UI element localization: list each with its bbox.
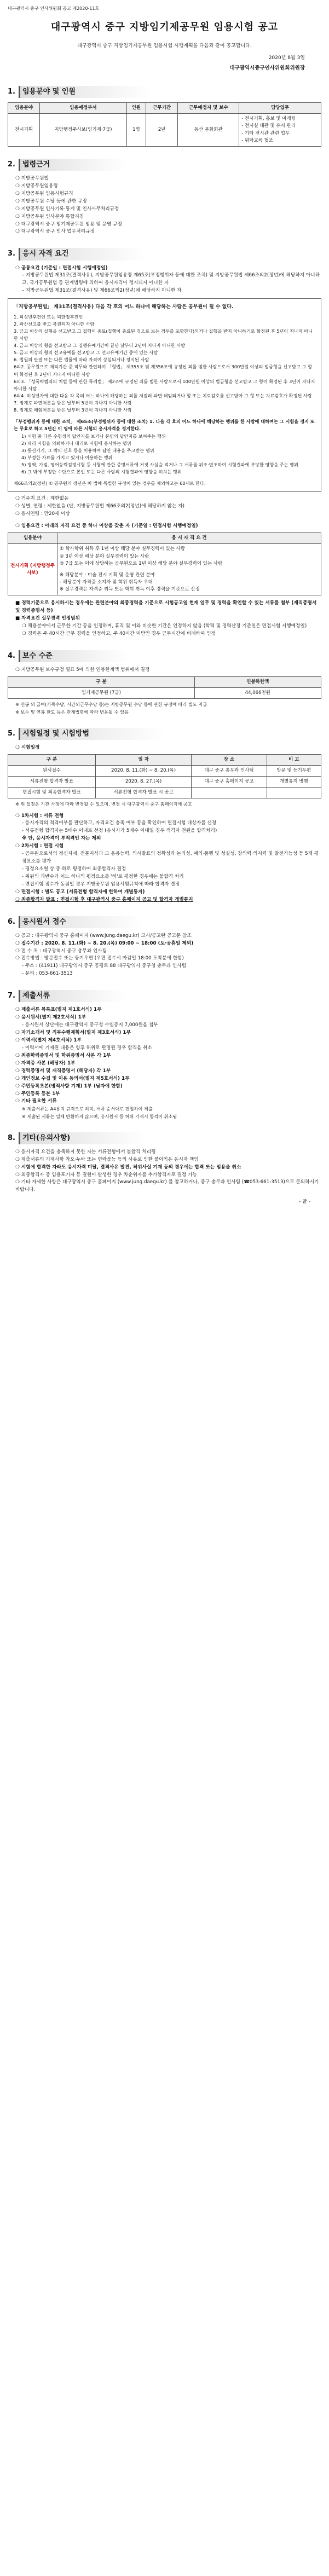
law-item: 5) 병역, 가점, 영어능력검정시험 등 시험에 관한 증명서류에 거짓 사실을 적거나 그 서류를 위조·변조하여 시험결과에 부당한 영향을 주는 행위 [21,462,298,468]
table-cell: 대구 중구 총무과 인사팀 [192,765,267,776]
notice-item: ❍ 제출서류의 기재사항 착오·누락 또는 연락불능 등의 사유로 인한 불이익은 응시자 책임 [15,1156,199,1162]
method-line: ❍ 2차시험 : 면접 시험 [15,843,64,849]
table-cell [57,544,321,595]
table-cell: 1명 [126,114,146,147]
doc-item: ❍ 응시원서(별지 제2호서식) 1부 [15,1015,86,1021]
table-header: 비 고 [267,754,321,765]
law-item: 1. 피성년후견인 또는 피한정후견인 [14,314,83,320]
section-title: 임용분야 및 인원 [19,86,152,98]
table-cell: 방문 및 등기우편 [267,765,321,776]
table-row [8,688,321,699]
doc-item: - 이력서에 기재된 내용은 향후 허위로 판명된 경우 합격을 취소 [22,1045,152,1051]
section-number: 8. [8,1133,15,1142]
table-header: 임용분야 [8,103,40,114]
table-cell [192,788,267,798]
table-cell [267,788,321,798]
law-item: 3. 금고 이상의 실형을 선고받고 그 집행이 종료(집행이 종료된 것으로 보는 경우를 포함한다)되거나 집행을 받지 아니하기로 확정된 후 5년이 지나지 아니한 사람 [14,328,313,341]
req-note: - 해당분야 자격증 소지자 및 학위 취득자 우대 [60,580,153,586]
extra-req: ❍ 거주지 요건 : 제한없음 [15,496,69,502]
issuer: 대구광역시중구인사위원회위원장 [229,65,305,72]
law-item: 제66조의2(정년) ① 공무원의 정년은 이 법에 특별한 규정이 있는 경우를 제외하고는 60세로 한다. [14,481,206,487]
table-cell: 전시기획 [8,114,40,147]
extra-req: ❍ 응시연령 : 만20세 이상 [15,511,70,517]
doc-item: ❍ 주민등록초본(병적사항 기재) 1부 (남자에 한함) [15,1083,123,1089]
table-cell: 2년 [146,114,178,147]
table-cell: 2020. 8. 11.(화) ~ 8. 20.(목) [95,765,191,776]
list-item: ❍ 대구광역시 중구 임기제공무원 임용 및 운영 규정 [15,221,122,227]
table-cell [239,114,321,147]
notice-item: ❍ 기타 자세한 사항은 대구광역시 중구 홈페이지 (www.jung.daegu.kr) 를 참고하거나, 중구 총무과 인사팀 (☎053-661-3513)으로 문의하시기 바랍니다. [15,1179,319,1193]
list-item: ❍ 지방공무원 수당 등에 관한 규정 [15,198,87,204]
section-title: 응시원서 접수 [19,916,143,928]
pay-note: ❍ 지방공무원 보수규정 별표 5에 의한 연봉한계액 범위에서 결정 [15,667,150,673]
law-item: 6의4. 미성년자에 대한 다음 각 목의 어느 하나에 해당하는 죄를 저질러 파면·해임되거나 형 또는 치료감호를 선고받아 그 형 또는 치료감호가 확정된 사람 [14,392,312,398]
apply-line: - 주소 : (41911) 대구광역시 중구 공평로 88 대구광역시 중구청 총무과 인사팀 [22,963,187,969]
method-line: ※ 단, 응시자격이 부적격인 자는 제외 [22,836,101,842]
table-cell: 서류전형 합격자 발표 [8,777,96,788]
law-item: 3) 통신기기, 그 밖의 신호 등을 이용하여 답안 내용을 주고받는 행위 [21,447,154,453]
section-title: 법령근거 [19,159,126,171]
law-item: 4. 금고 이상의 형을 선고받고 그 집행유예기간이 끝난 날부터 2년이 지나지 아니한 사람 [14,343,186,349]
method-line: - 위원의 과반수가 어느 하나의 평정요소를 '하'로 평정한 경우에는 불합격 처리 [22,873,184,879]
table-cell: 임기제공무원 (7급) [8,688,195,699]
duty-line: - 기타 전시관 관련 업무 [241,130,290,136]
common-req: – 지방공무원법 제31조(결격사유) 및 제66조의2(정년)에 해당하지 아니한 자 [22,288,182,294]
notice-item: ❍ 최종합격자 중 임용포기자 등 결원이 발생한 경우 차순위자를 추가합격자로 결정 가능 [15,1172,197,1178]
section-5-heading [8,728,321,740]
doc-item: ❍ 최종학력증명서 및 학위증명서 사본 각 1부 [15,1052,111,1058]
table-header-row [8,533,321,544]
requirement-table [8,532,321,595]
career-note: ■ 자격요건 실무경력 인정범위 [15,616,80,622]
law-item: 2. 파산선고를 받고 복권되지 아니한 사람 [14,321,95,327]
table-cell: 지방행정주사보(임기제·7급) [40,114,127,147]
table-header: 연봉하한액 [194,677,321,688]
list-item: ❍ 지방공무원임용령 [15,183,58,189]
apply-line: ❍ 접수기간 : 2020. 8. 11.(화) ~ 8. 20.(목) 09:00 ~ 18:00 (토·공휴일 제외) [15,940,194,946]
req-note: ※ 해당분야 : 미술 전시 기획 및 운영 관련 분야 [60,572,155,578]
pay-table [8,676,321,699]
section-7-heading [8,990,321,1002]
list-item: ❍ 지방공무원 임용시험규칙 [15,190,73,196]
section-title: 기타(유의사항) [19,1132,147,1144]
table-header: 근무예정지 및 보수 [178,103,239,114]
table-header: 인원 [126,103,146,114]
table-cell: 서류전형 합격자 발표 시 공고 [95,788,191,798]
table-row [8,765,321,776]
recruit-table [8,102,321,147]
law-list [8,175,321,236]
req-item: ① 학사학위 취득 후 1년 이상 해당 분야 실무경력이 있는 사람 [60,546,185,552]
law-excerpt-box [8,298,321,492]
table-cell: 동산 문화회관 [178,114,239,147]
law-item: 2) 대리 시험을 의뢰하거나 대리로 시험에 응시하는 행위 [21,440,131,446]
section-number: 5. [8,729,15,738]
page-title: 대구광역시 중구 지방임기제공무원 임용시험 공고 [50,21,279,33]
table-header: 담당업무 [239,103,321,114]
law-item: 6의2. 공무원으로 재직기간 중 직무와 관련하여 「형법」 제355조 및 제356조에 규정된 죄를 범한 사람으로서 300만원 이상의 벌금형을 선고받고 그 형이 확정된 후 2년이 지나지 아니한 사람 [14,364,312,377]
table-header: 임용예정부서 [40,103,127,114]
law-item: 6. 법원의 판결 또는 다른 법률에 따라 자격이 상실되거나 정지된 사람 [14,357,149,363]
doc-item: ※ 제출된 서류는 일체 반환하지 않으며, 응시원서 등 허위 기재시 합격이 취소됨 [22,1113,177,1119]
table-header: 구 분 [8,754,96,765]
section-1-heading [8,86,321,98]
list-item: ❍ 지방공무원법 [15,176,49,182]
career-note: ❍ 채용분야에서 근무한 기간 등을 인정하며, 휴직 및 이와 비슷한 기간은 인정하지 않음 (학력 및 경력산정 기준일은 면접시험 시행예정일) [22,623,307,629]
end-mark: - 끝 - [299,1199,310,1205]
table-cell: 원서접수 [8,765,96,776]
duty-line: - 전시기획, 홍보 및 마케팅 [241,116,296,122]
doc-item: - 응시원서 상단에는 대구광역시 중구청 수입증지 7,000원을 첨부 [22,1022,158,1028]
table-header: 장 소 [192,754,267,765]
method-line: - 서류전형 합격자는 5배수 이내로 선정 (응시자가 5배수 이내일 경우 적격자 전원을 합격처리) [22,828,217,834]
table-header: 임용분야 [8,533,57,544]
req-title: ❍ 임용요건 : 아래의 자격 요건 중 하나 이상을 갖춘 자 (기준일 : 면접시험 시행예정일) [15,523,198,529]
section-3-heading [8,248,321,260]
method-line: ❍ 면접시험 : 별도 공고 (서류전형 합격자에 한하여 개별통지) [15,889,145,895]
common-req-title: ❍ 공통요건 (기준일 : 면접시험 시행예정일) [15,265,108,271]
doc-item: ❍ 자기소개서 및 직무수행계획서(별지 제3호서식) 1부 [15,1030,131,1036]
table-header-row [8,754,321,765]
table-header: 일 자 [95,754,191,765]
career-note: ■ 경력기준으로 응시하시는 경우에는 관련분야의 최종경력을 기준으로 시험공고일 현재 업무 및 경력을 확인할 수 있는 서류를 첨부 (재직증명서 및 경력증명서 등) [15,600,317,614]
extra-req: ❍ 성별, 연령 : 제한없음 (단, 지방공무원법 제66조의2(정년)에 해당하지 않는 자) [15,503,184,510]
section-2-heading [8,159,321,171]
doc-item: ❍ 이력서(별지 제4호서식) 1부 [15,1038,82,1044]
notice-number: 대구광역시 중구 인사위원회 공고 제2020-11호 [8,6,100,11]
section-title: 제출서류 [19,990,126,1002]
section-number: 6. [8,917,15,926]
duty-line: - 전시실 대관 및 유지 관리 [241,123,296,129]
apply-line: ❍ 공고 : 대구광역시 중구 홈페이지 (www.jung.daegu.kr) 고시/공고란 공고문 참조 [15,933,192,939]
table-cell: 대구 중구 홈페이지 공고 [192,777,267,788]
section-number: 3. [8,250,15,258]
method-line: - 공무원으로서의 정신자세, 전문지식과 그 응용능력, 의사발표의 정확성과 논리성, 예의·품행 및 성실성, 창의력·의지력 및 발전가능성 등 5개 평정요소를 평가 [22,851,319,865]
table-header: 구 분 [8,677,195,688]
section-6-heading [8,916,321,928]
section-title: 시험일정 및 시험방법 [19,728,166,740]
list-item: ❍ 지방공무원 인사기록·통계 및 인사사무처리규정 [15,206,119,212]
method-line: ❍ 1차시험 : 서류 전형 [15,813,64,819]
doc-item: ❍ 기타 필요한 서류 [15,1098,57,1104]
law-item: 4) 부정한 자료를 가지고 있거나 이용하는 행위 [21,454,113,460]
table-header-row [8,677,321,688]
doc-item: ❍ 자격증 사본 (해당자) 1부 [15,1060,76,1066]
table-row [8,788,321,798]
table-row [8,777,321,788]
table-cell: 면접시험 및 최종합격자 발표 [8,788,96,798]
table-row [8,114,321,147]
doc-item: ❍ 개인정보 수집 및 이용 동의서(별지 제5호서식) 1부 [15,1075,130,1081]
req-note: ※ 실무경력은 자격증 취득 또는 학위 취득 이후 경력을 기준으로 산정 [60,587,200,593]
section-title: 보수 수준 [19,650,129,662]
duty-line: - 위탁교육 협조 [241,137,274,143]
law-item: 「부정행위자 등에 대한 조치」 제65조(부정행위자 등에 대한 조치) 1. 다음 각 호의 어느 하나에 해당하는 행위를 한 사람에 대하여는 그 시험을 정지 또는 무효로 하고 5년간 이 영에 따른 시험의 응시자격을 정지한다. [14,419,315,432]
common-req: – 지방공무원법 제31조(결격사유), 지방공무원임용령 제65조(부정행위자 등에 대한 조치) 및 지방공무원법 제66조의2(정년)에 해당하지 아니하고, 국가공무원법 등 관계법령에 의하여 응시자격이 정지되지 아니한 자 [22,273,320,286]
section-number: 7. [8,992,15,1000]
apply-line: - 문의 : 053-661-3513 [22,971,73,977]
law-item: 1) 시험 중 다른 수험생의 답안지를 보거나 본인의 답안지를 보여주는 행위 [21,433,166,439]
schedule-title: ❍ 시험일정 [15,744,40,750]
pay-footnote: ※ 보수 및 연봉 한도 등은 관계법령에 따라 변동될 수 있음 [15,709,129,715]
table-cell: 44,066천원 [194,688,321,699]
law-item: 7. 징계로 파면처분을 받은 날부터 5년이 지나지 아니한 사람 [14,400,132,406]
section-8-heading [8,1132,321,1144]
career-note: ❍ 경력은 주 40시간 근무 경력을 인정하고, 주 40시간 미만인 경우 근무시간에 비례하여 인정 [22,631,216,637]
doc-item: ※ 제출서류는 A4용지 규격으로 하며, 서류 순서대로 편철하여 제출 [22,1106,153,1112]
method-line: ❍ 최종합격자 발표 : 면접시험 후 대구광역시 중구 홈페이지 공고 및 합격자 개별통지 [15,896,193,902]
section-title: 응시 자격 요건 [19,248,145,260]
law-item: 8. 징계로 해임처분을 받은 날부터 3년이 지나지 아니한 사람 [14,407,132,413]
apply-line: ❍ 접수방법 : 방문접수 또는 등기우편 (우편 접수시 마감일 18:00 도착분에 한함) [15,956,184,962]
method-line: - 면접시험 점수가 동점일 경우 지방공무원 임용시험규칙에 따라 합격자 결정 [22,881,180,887]
intro-text: 대구광역시 중구 지방임기제공무원 임용시험 시행계획을 다음과 같이 공고합니다. [77,43,252,49]
table-row [8,544,321,595]
table-header: 근무기간 [146,103,178,114]
table-header: 응 시 자 격 요 건 [57,533,321,544]
apply-line: ❍ 접 수 처 : 대구광역시 중구 총무과 인사팀 [15,948,107,954]
section-4-heading [8,650,321,662]
notice-date: 2020년 8월 3일 [268,55,305,61]
table-cell: 개별통지 병행 [267,777,321,788]
law-item: 6의3. 「성폭력범죄의 처벌 등에 관한 특례법」 제2조에 규정된 죄를 범한 사람으로서 100만원 이상의 벌금형을 선고받고 그 형이 확정된 후 3년이 지나지 아니한 사람 [14,378,315,391]
schedule-note: ※ 위 일정은 기관 사정에 따라 변경될 수 있으며, 변경 시 대구광역시 중구 홈페이지에 공고 [15,801,192,807]
table-cell: 전시기획 (지방행정주사보) [8,544,57,595]
notice-item: ❍ 응시자격 요건을 충족하지 못한 자는 서류전형에서 불합격 처리됨 [15,1149,156,1155]
req-item: ③ 7급 또는 이에 상당하는 공무원으로 1년 이상 해당 분야 실무경력이 있는 사람 [60,560,223,566]
section-number: 1. [8,87,15,96]
doc-item: ❍ 제출서류 목록표(별지 제1호서식) 1부 [15,1007,102,1013]
law-box-title: 「지방공무원법」 제31조(결격사유) 다음 각 호의 어느 하나에 해당하는 사람은 공무원이 될 수 없다. [14,304,234,310]
method-line: - 평정요소별 상·중·하로 평정하여 최종합격자 결정 [22,866,126,872]
doc-item: ❍ 경력증명서 및 재직증명서 (해당자) 각 1부 [15,1068,111,1074]
notice-item: ❍ 시험에 합격한 자라도 응시자격 미달, 결격사유 발견, 허위사실 기재 등의 경우에는 합격 또는 임용을 취소 [15,1164,241,1170]
schedule-table [8,754,321,799]
pay-footnote: ※ 연봉 외 급여(가족수당, 시간외근무수당 등)는 지방공무원 수당 등에 관한 규정에 따라 별도 지급 [15,702,207,708]
doc-item: ❍ 주민등록 등본 1부 [15,1091,60,1097]
law-item: 6) 그 밖에 부정한 수단으로 본인 또는 다른 사람의 시험결과에 영향을 미치는 행위 [21,469,182,475]
table-cell: 2020. 8. 27.(목) [95,777,191,788]
list-item: ❍ 대구광역시 중구 인사 업무처리규정 [15,229,95,235]
method-line: - 응시자격의 적격여부를 판단하고, 자격요건 충족 여부 등을 확인하여 면접시험 대상자를 선정 [22,820,217,826]
section-number: 2. [8,160,15,169]
list-item: ❍ 지방공무원 인사분야 통합지침 [15,213,84,219]
law-item: 5. 금고 이상의 형의 선고유예를 선고받고 그 선고유예기간 중에 있는 사람 [14,350,158,356]
table-header-row [8,103,321,114]
req-item: ② 3년 이상 해당 분야 실무경력이 있는 사람 [60,553,149,559]
section-number: 4. [8,651,15,660]
